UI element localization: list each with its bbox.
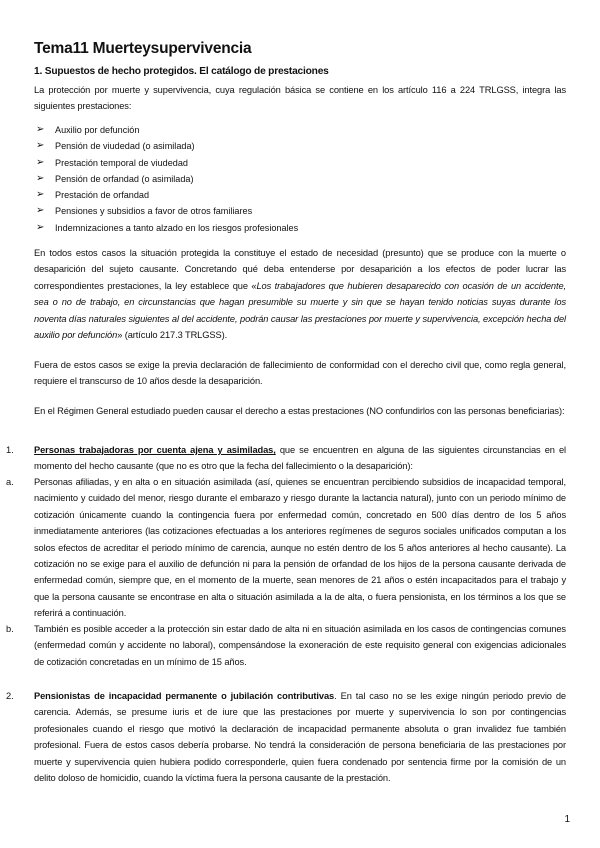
item-marker: 1. bbox=[6, 445, 14, 455]
item-heading: Pensionistas de incapacidad permanente o jubilación contributivas bbox=[34, 691, 335, 701]
requirement-item-2: 2. Pensionistas de incapacidad permanente o jubilación contributivas. En tal caso no se les exige ningún periodo previo de carencia. Además, se presume iuris et de iure que las prestaciones por muerte y supervivencia lo son por contingencias profesionales cuando el riesgo que motivó la declaración de incapacidad permanente absoluta o gran invalidez fue también profesional. Fuera de estos casos debería probarse. No tendrá la consideración de persona beneficiaria de las prestaciones por muerte y supervivencia quien hubiera podido corresponderle, quien fuera condenado por sentencia firme por la comisión de un delito doloso de homicidio, cuando la víctima fuera la persona causante de la prestación. bbox=[6, 688, 566, 786]
list-item: ➢ Prestación temporal de viudedad bbox=[36, 155, 298, 171]
arrow-bullet-icon: ➢ bbox=[36, 172, 45, 184]
section-heading: 1. Supuestos de hecho protegidos. El catálogo de prestaciones bbox=[34, 66, 329, 77]
requirement-item-b: b. También es posible acceder a la protección sin estar dado de alta ni en situación asimilada en los casos de contingencias comunes (enfermedad común y accidente no laboral), compensándose la exoneración de este requisito general con exigencias adicionales de cotización concretadas en un mínimo de 15 años. bbox=[6, 621, 566, 670]
list-item: ➢ Auxilio por defunción bbox=[36, 122, 298, 138]
arrow-bullet-icon: ➢ bbox=[36, 221, 45, 233]
requirement-item-1: 1. Personas trabajadoras por cuenta ajena y asimiladas, que se encuentren en alguna de las siguientes circunstancias en el momento del hecho causante (que no es otro que la fecha del fallecimiento o la desaparición): bbox=[6, 442, 566, 475]
page-title: Tema11 Muerteysupervivencia bbox=[34, 40, 252, 57]
arrow-bullet-icon: ➢ bbox=[36, 124, 45, 135]
item-marker: b. bbox=[6, 624, 14, 634]
list-item: ➢ Pensión de orfandad (o asimilada) bbox=[36, 171, 298, 187]
arrow-bullet-icon: ➢ bbox=[36, 156, 45, 168]
arrow-bullet-icon: ➢ bbox=[36, 140, 45, 152]
situation-paragraph: En todos estos casos la situación protegida la constituye el estado de necesidad (presunto) que se produce con la muerte o desaparición del sujeto causante. Concretando qué deba entenderse por desaparición a los efectos de poder lucrar las correspondientes prestaciones, la ley establece que «Los trabajadores que hubieren desaparecido con ocasión de un accidente, sea o no de trabajo, en circunstancias que hagan presumible su muerte y sin que se hayan tenido noticias suyas durante los noventa días naturales siguientes al del accidente, podrán causar las prestaciones por muerte y supervivencia, excepción hecha del auxilio por defunción» (artículo 217.3 TRLGSS). bbox=[34, 248, 567, 341]
arrow-bullet-icon: ➢ bbox=[36, 189, 45, 201]
requirement-item-a: a. Personas afiliadas, y en alta o en situación asimilada (así, quienes se encuentran percibiendo subsidios de incapacidad temporal, nacimiento y cuidado del menor, riesgo durante el embarazo y riesgo durante la lactancia natural), junto con un periodo mínimo de cotización únicamente cuando la contingencia fuera por enfermedad común, concretado en 500 días dentro de los 5 años inmediatamente anteriores (las cotizaciones efectuadas a los anteriores regímenes de seguros sociales unificados computan a los solos efectos de acreditar el periodo mínimo de carencia, aunque no estén dentro de los 5 años anteriores al hecho causante). La cotización no se exige para el auxilio de defunción ni para la pensión de orfandad de los hijos de la persona causante derivada de enfermedad común, siempre que, en el momento de la muerte, sean menores de 21 años o estén incapacitados para el trabajo y que la persona causante se encontrase en alta o situación asimilada a la de alta, o fuera pensionista, en los términos a los que se referirá a continuación. bbox=[6, 474, 566, 622]
list-item: ➢ Pensiones y subsidios a favor de otros familiares bbox=[36, 203, 298, 219]
intro-paragraph: La protección por muerte y supervivencia, cuya regulación básica se contiene en los artículo 116 a 224 TRLGSS, integra las siguientes prestaciones: bbox=[34, 85, 566, 112]
arrow-bullet-icon: ➢ bbox=[36, 205, 45, 217]
item-marker: a. bbox=[6, 477, 14, 487]
benefits-list bbox=[36, 122, 298, 236]
law-quote: Los trabajadores que hubieren desaparecido con ocasión de un accidente, sea o no de trabajo, en circunstancias que hagan presumible su muerte y sin que se hayan tenido noticias suyas durante los noventa días naturales siguientes al del accidente, podrán causar las prestaciones por muerte y supervivencia, excepción hecha del auxilio por defunción bbox=[34, 280, 567, 341]
list-item: ➢ Pensión de viudedad (o asimilada) bbox=[36, 138, 298, 154]
page-number: 1 bbox=[564, 814, 570, 825]
declaration-paragraph: Fuera de estos casos se exige la previa declaración de fallecimiento de conformidad con el derecho civil que, como regla general, requiere el transcurso de 10 años desde la desaparición. bbox=[34, 360, 566, 387]
regime-paragraph: En el Régimen General estudiado pueden causar el derecho a estas prestaciones (NO confundirlos con las personas beneficiarias): bbox=[34, 406, 565, 416]
list-item: ➢ Indemnizaciones a tanto alzado en los riesgos profesionales bbox=[36, 220, 298, 236]
list-item: ➢ Prestación de orfandad bbox=[36, 187, 298, 203]
item-marker: 2. bbox=[6, 691, 14, 701]
item-heading: Personas trabajadoras por cuenta ajena y asimiladas, bbox=[34, 445, 276, 455]
